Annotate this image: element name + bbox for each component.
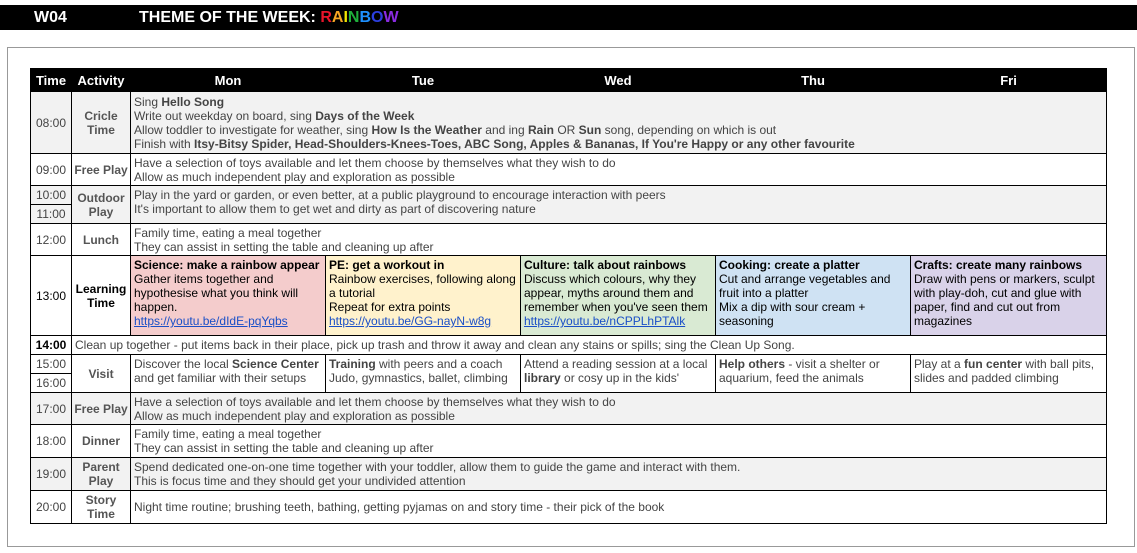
dinner-details xyxy=(131,425,1107,458)
time-start: 10:00 xyxy=(31,186,71,205)
text: This is focus time and they should get your undivided attention xyxy=(134,474,466,488)
row-circle-time xyxy=(31,92,1107,154)
song-name: Hello Song xyxy=(161,94,225,109)
activity-cell: Free Play xyxy=(72,393,131,425)
activity-cell: Lunch xyxy=(72,224,131,256)
text: and get familiar with their setups xyxy=(134,371,307,385)
time-cell: 19:00 xyxy=(31,458,72,491)
activity-cell: Parent Play xyxy=(72,458,131,491)
schedule-table xyxy=(30,68,1107,524)
time-cell xyxy=(31,186,72,224)
time-cell xyxy=(31,355,72,393)
row-parent-play xyxy=(31,458,1107,491)
theme-letter: B xyxy=(359,9,372,26)
activity-cell: Visit xyxy=(72,355,131,393)
time-cell: 08:00 xyxy=(31,92,72,154)
row-learning-time xyxy=(31,256,1107,336)
text: or cosy up in the kids' xyxy=(564,371,680,385)
row-dinner xyxy=(31,425,1107,458)
time-cell: 13:00 xyxy=(31,256,72,336)
lesson-body: Rainbow exercises, following along a tutorial xyxy=(329,272,516,300)
text: Have a selection of toys available and let them choose by themselves what they wish to do xyxy=(134,394,616,409)
lesson-body: Draw with pens or markers, sculpt with play-doh, cut and glue with paper, find and cut out from magazines xyxy=(914,272,1095,328)
text: Play at a xyxy=(914,357,965,371)
col-header-mon: Mon xyxy=(131,69,326,92)
circle-details xyxy=(131,92,1107,154)
theme-letter: N xyxy=(347,9,360,26)
text: Spend dedicated one-on-one time together with your toddler, allow them to guide the game and interact with them. xyxy=(134,460,741,474)
place-name: Training xyxy=(329,357,376,371)
text: Family time, eating a meal together xyxy=(134,427,322,441)
theme-letter: O xyxy=(371,9,384,26)
time-cell: 17:00 xyxy=(31,393,72,425)
text: Write out weekday on board, sing xyxy=(134,108,316,123)
visit-thu xyxy=(716,355,911,393)
lesson-title: Science: make a rainbow appear xyxy=(134,258,320,272)
time-cell: 20:00 xyxy=(31,491,72,524)
theme-prefix: THEME OF THE WEEK: xyxy=(139,9,316,26)
text: It's important to allow them to get wet and dirty as part of discovering nature xyxy=(134,202,536,216)
song-list: Itsy-Bitsy Spider, Head-Shoulders-Knees-Toes, ABC Song, Apples & Bananas, If You're Happy or any other favourite xyxy=(194,136,855,151)
song-name: Days of the Week xyxy=(315,108,415,123)
lesson-body: Gather items together and hypothesise what you think will happen. xyxy=(134,272,299,314)
time-end: 11:00 xyxy=(36,207,66,221)
week-label: W04 xyxy=(34,9,67,26)
col-header-tue: Tue xyxy=(326,69,521,92)
text: OR xyxy=(554,122,579,137)
lesson-body: Repeat for extra points xyxy=(329,300,451,314)
col-header-fri: Fri xyxy=(911,69,1107,92)
visit-wed xyxy=(521,355,716,393)
theme-letter: I xyxy=(343,9,348,26)
row-free-play-pm xyxy=(31,393,1107,425)
lesson-title: Culture: talk about rainbows xyxy=(524,258,687,272)
visit-mon xyxy=(131,355,326,393)
theme-letter: R xyxy=(320,9,332,26)
activity-cell: Cricle Time xyxy=(72,92,131,154)
time-cell: 18:00 xyxy=(31,425,72,458)
visit-tue xyxy=(326,355,521,393)
text: They can assist in setting the table and cleaning up after xyxy=(134,239,434,254)
row-outdoor-play xyxy=(31,186,1107,224)
visit-fri xyxy=(911,355,1107,393)
row-cleanup xyxy=(31,336,1107,355)
text: Discover the local xyxy=(134,357,233,371)
text: Play in the yard or garden, or even better, at a public playground to encourage interaction with peers xyxy=(134,188,666,202)
text: Allow toddler to investigate for weather, sing xyxy=(134,122,372,137)
row-lunch xyxy=(31,224,1107,256)
text: Allow as much independent play and exploration as possible xyxy=(134,169,455,184)
col-header-wed: Wed xyxy=(521,69,716,92)
row-visit xyxy=(31,355,1107,393)
place-name: Help others xyxy=(719,357,786,371)
text: with ball pits, slides and padded climbing xyxy=(914,357,1095,385)
row-story-time xyxy=(31,491,1107,524)
video-link[interactable]: https://youtu.be/nCPPLhPTAlk xyxy=(524,314,686,328)
text: Have a selection of toys available and let them choose by themselves what they wish to do xyxy=(134,155,616,170)
text: Attend a reading session at a local xyxy=(524,357,708,371)
time-cell: 14:00 xyxy=(31,336,72,355)
song-name: Rain xyxy=(527,122,554,137)
time-cell: 12:00 xyxy=(31,224,72,256)
col-header-time: Time xyxy=(31,69,72,92)
activity-cell: Story Time xyxy=(72,491,131,524)
text: with peers and a coach xyxy=(375,357,503,371)
title-bar xyxy=(0,5,1137,30)
learning-mon xyxy=(131,256,326,336)
lesson-title: PE: get a workout in xyxy=(329,258,445,272)
activity-cell: Dinner xyxy=(72,425,131,458)
place-name: library xyxy=(524,371,561,385)
row-free-play-am xyxy=(31,154,1107,186)
lesson-body: Discuss which colours, why they appear, myths around them and remember when you've seen them xyxy=(524,272,708,314)
activity-cell: Outdoor Play xyxy=(72,186,131,224)
text: and ing xyxy=(481,122,528,137)
header-row xyxy=(31,69,1107,92)
time-end: 16:00 xyxy=(35,376,67,390)
theme-heading xyxy=(139,9,399,27)
text: Finish with xyxy=(134,136,195,151)
col-header-thu: Thu xyxy=(716,69,911,92)
time-cell: 09:00 xyxy=(31,154,72,186)
free-play-details xyxy=(131,154,1107,186)
text: - visit a shelter or aquarium, feed the animals xyxy=(719,357,880,385)
parent-play-details xyxy=(131,458,1107,491)
free-play-details xyxy=(131,393,1107,425)
place-name: Science Center xyxy=(232,357,319,371)
video-link[interactable]: https://youtu.be/GG-nayN-w8g xyxy=(329,314,492,328)
lunch-details xyxy=(131,224,1107,256)
text: They can assist in setting the table and cleaning up after xyxy=(134,441,434,455)
learning-fri xyxy=(911,256,1107,336)
learning-tue xyxy=(326,256,521,336)
outdoor-details xyxy=(131,186,1107,224)
theme-letter: A xyxy=(331,9,344,26)
theme-letter: W xyxy=(383,9,399,26)
lesson-title: Crafts: create many rainbows xyxy=(914,258,1083,272)
song-name: How Is the Weather xyxy=(371,122,482,137)
activity-cell: Learning Time xyxy=(72,256,131,336)
place-name: fun center xyxy=(964,357,1023,371)
text: Judo, gymnastics, ballet, climbing xyxy=(329,371,508,385)
text: song, depending on which is out xyxy=(601,122,777,137)
time-start: 15:00 xyxy=(31,355,71,374)
song-name: Sun xyxy=(578,122,602,137)
lesson-body: Cut and arrange vegetables and fruit into a platter xyxy=(719,272,891,300)
text: Allow as much independent play and exploration as possible xyxy=(134,408,455,423)
lesson-title: Cooking: create a platter xyxy=(719,258,860,272)
activity-cell: Free Play xyxy=(72,154,131,186)
lesson-body: Mix a dip with sour cream + seasoning xyxy=(719,300,866,328)
story-time-details: Night time routine; brushing teeth, bathing, getting pyjamas on and story time - their pick of the book xyxy=(131,491,1107,524)
text: Family time, eating a meal together xyxy=(134,225,322,240)
theme-word xyxy=(320,9,398,26)
col-header-activity: Activity xyxy=(72,69,131,92)
cleanup-details: Clean up together - put items back in their place, pick up trash and throw it away and clean any stains or spills; sing the Clean Up Song. xyxy=(72,336,1107,355)
learning-thu xyxy=(716,256,911,336)
text: Sing xyxy=(134,94,162,109)
learning-wed xyxy=(521,256,716,336)
video-link[interactable]: https://youtu.be/dIdE-pqYqbs xyxy=(134,314,288,328)
